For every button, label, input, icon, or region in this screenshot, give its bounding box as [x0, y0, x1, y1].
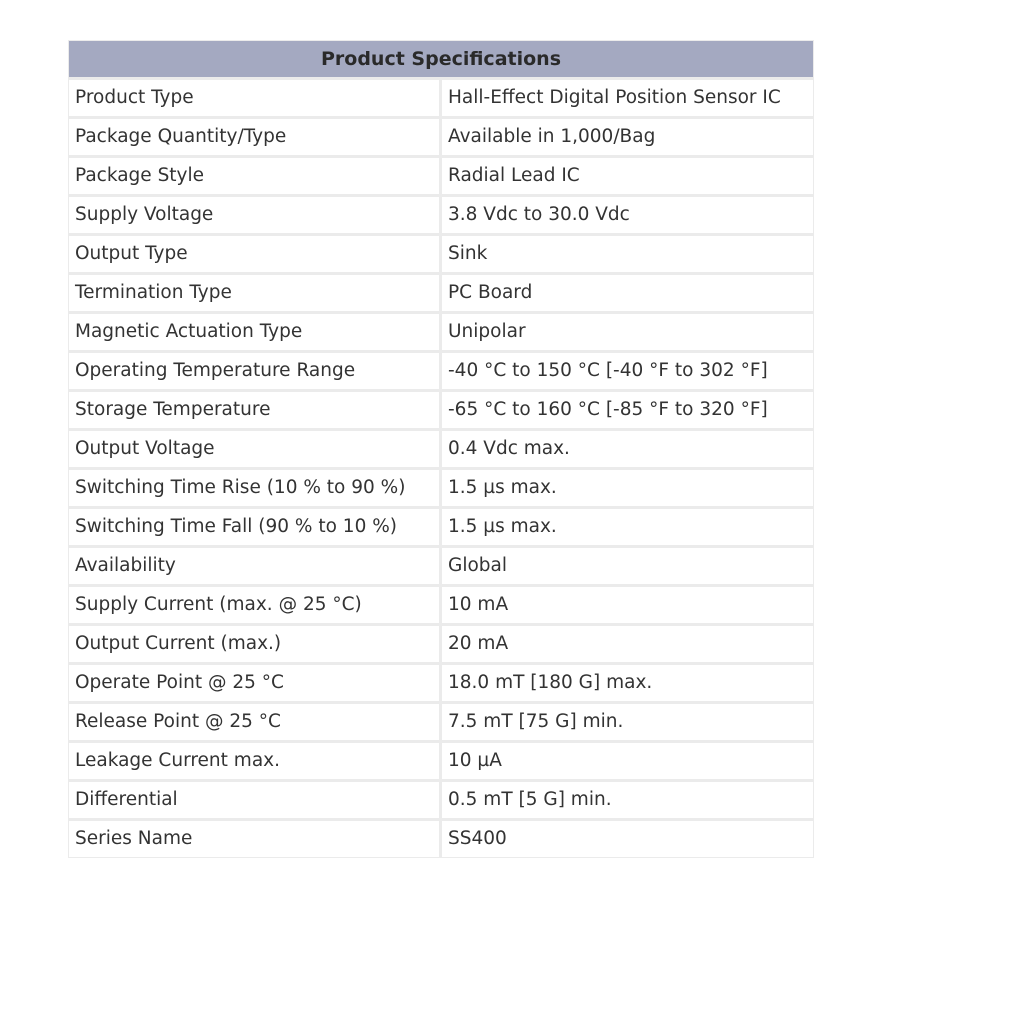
spec-label: Storage Temperature: [69, 392, 439, 428]
spec-label: Release Point @ 25 °C: [69, 704, 439, 740]
spec-label: Output Voltage: [69, 431, 439, 467]
table-body: [69, 80, 813, 857]
spec-value: 0.4 Vdc max.: [442, 431, 813, 467]
spec-value: Global: [442, 548, 813, 584]
spec-value: Unipolar: [442, 314, 813, 350]
spec-label: Availability: [69, 548, 439, 584]
spec-value: 10 mA: [442, 587, 813, 623]
spec-value: SS400: [442, 821, 813, 857]
spec-label: Output Current (max.): [69, 626, 439, 662]
table-row: [69, 470, 813, 506]
table-row: [69, 80, 813, 116]
spec-value: 20 mA: [442, 626, 813, 662]
spec-label: Operating Temperature Range: [69, 353, 439, 389]
table-row: [69, 353, 813, 389]
spec-value: 3.8 Vdc to 30.0 Vdc: [442, 197, 813, 233]
table-row: [69, 509, 813, 545]
spec-label: Switching Time Fall (90 % to 10 %): [69, 509, 439, 545]
spec-label: Differential: [69, 782, 439, 818]
spec-label: Termination Type: [69, 275, 439, 311]
spec-value: Radial Lead IC: [442, 158, 813, 194]
table-row: [69, 275, 813, 311]
spec-label: Package Style: [69, 158, 439, 194]
table-row: [69, 548, 813, 584]
table-row: [69, 158, 813, 194]
spec-value: 1.5 µs max.: [442, 509, 813, 545]
spec-label: Leakage Current max.: [69, 743, 439, 779]
table-row: [69, 743, 813, 779]
spec-value: 0.5 mT [5 G] min.: [442, 782, 813, 818]
spec-label: Supply Current (max. @ 25 °C): [69, 587, 439, 623]
table-row: [69, 704, 813, 740]
spec-label: Magnetic Actuation Type: [69, 314, 439, 350]
table-row: [69, 782, 813, 818]
table-row: [69, 392, 813, 428]
spec-value: Sink: [442, 236, 813, 272]
table-row: [69, 431, 813, 467]
spec-value: -40 °C to 150 °C [-40 °F to 302 °F]: [442, 353, 813, 389]
spec-value: 1.5 µs max.: [442, 470, 813, 506]
table-row: [69, 665, 813, 701]
product-specifications-table: [68, 40, 814, 858]
spec-label: Output Type: [69, 236, 439, 272]
spec-label: Series Name: [69, 821, 439, 857]
spec-label: Supply Voltage: [69, 197, 439, 233]
table-row: [69, 119, 813, 155]
spec-label: Product Type: [69, 80, 439, 116]
table-row: [69, 236, 813, 272]
table-row: [69, 587, 813, 623]
spec-value: 18.0 mT [180 G] max.: [442, 665, 813, 701]
spec-value: Hall-Effect Digital Position Sensor IC: [442, 80, 813, 116]
spec-value: -65 °C to 160 °C [-85 °F to 320 °F]: [442, 392, 813, 428]
spec-label: Operate Point @ 25 °C: [69, 665, 439, 701]
spec-value: 7.5 mT [75 G] min.: [442, 704, 813, 740]
table-row: [69, 197, 813, 233]
spec-label: Switching Time Rise (10 % to 90 %): [69, 470, 439, 506]
table-title: Product Specifications: [69, 41, 813, 77]
spec-value: 10 µA: [442, 743, 813, 779]
table-row: [69, 821, 813, 857]
spec-value: PC Board: [442, 275, 813, 311]
table-row: [69, 314, 813, 350]
table-row: [69, 626, 813, 662]
spec-label: Package Quantity/Type: [69, 119, 439, 155]
spec-value: Available in 1,000/Bag: [442, 119, 813, 155]
